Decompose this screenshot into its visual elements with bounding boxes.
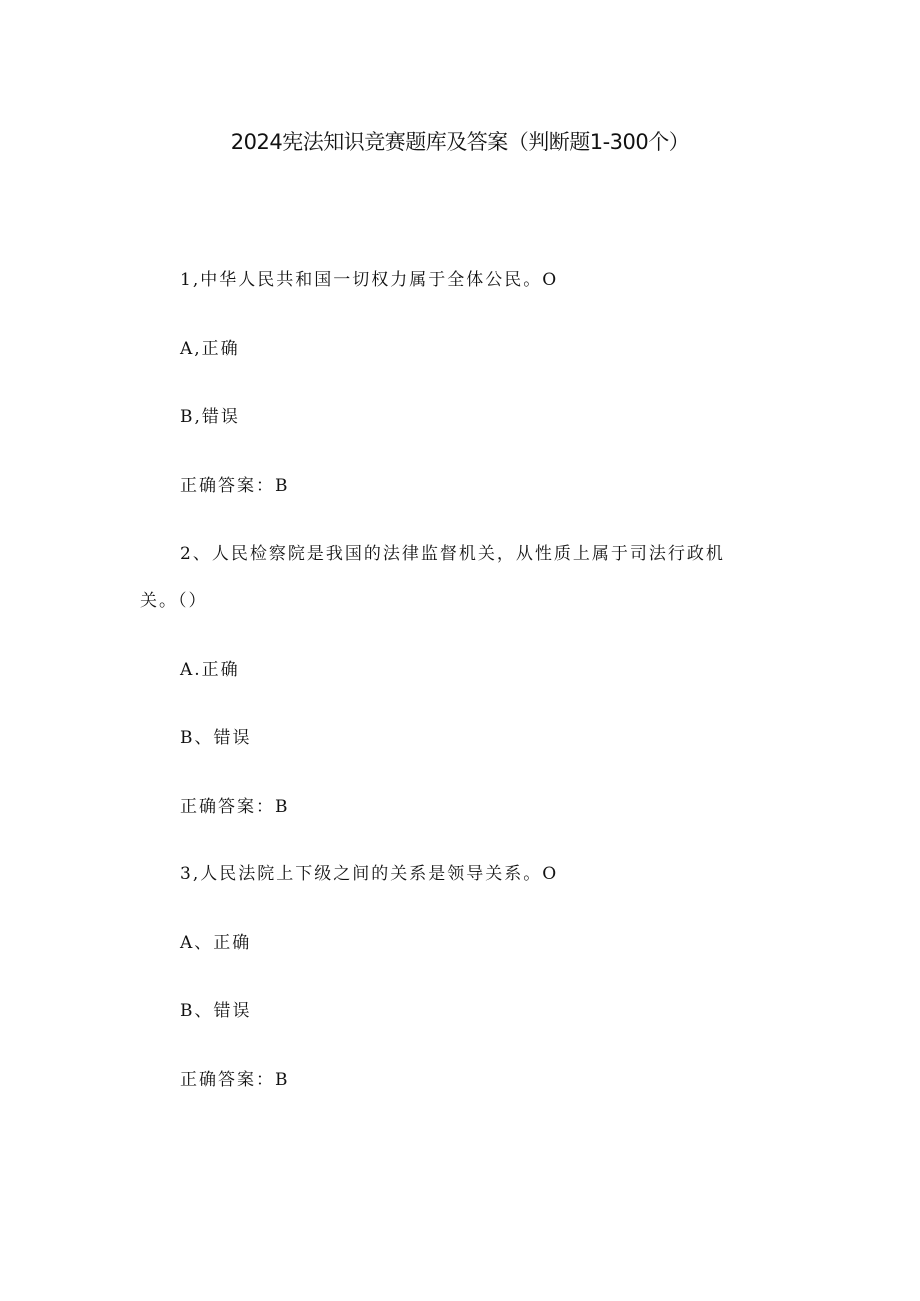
question-2-option-a: A.正确 (180, 660, 240, 680)
question-1-option-b: B,错误 (180, 407, 240, 427)
question-3-option-b: B、错误 (180, 1001, 252, 1021)
question-1-option-a: A,正确 (180, 339, 240, 359)
question-3-answer: 正确答案：B (180, 1070, 290, 1090)
question-2-stem-continued: 关。（） (140, 591, 208, 611)
question-3-stem: 3,人民法院上下级之间的关系是领导关系。O (180, 864, 559, 884)
question-1-stem: 1,中华人民共和国一切权力属于全体公民。O (180, 270, 559, 290)
question-2-option-b: B、错误 (180, 728, 252, 748)
question-3-option-a: A、正确 (180, 933, 252, 953)
question-2-stem: 2、人民检察院是我国的法律监督机关，从性质上属于司法行政机 (180, 544, 725, 564)
question-2-answer: 正确答案：B (180, 797, 290, 817)
document-title: 2024宪法知识竞赛题库及答案（判断题1-300个） (230, 130, 690, 154)
question-1-answer: 正确答案：B (180, 476, 290, 496)
